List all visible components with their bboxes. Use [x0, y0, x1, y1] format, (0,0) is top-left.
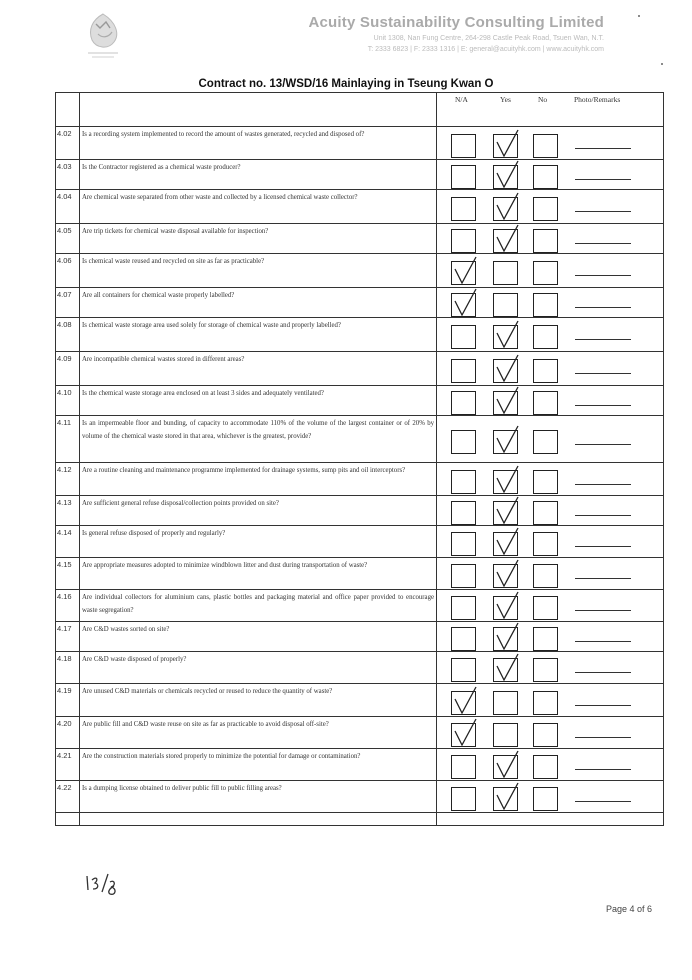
- item-number: 4.02: [57, 129, 72, 138]
- checkbox-no[interactable]: [533, 501, 558, 525]
- table-row: [56, 684, 664, 717]
- checkmark-icon: [494, 464, 522, 494]
- checkbox-no[interactable]: [533, 532, 558, 556]
- item-answer-cell: [437, 590, 664, 622]
- item-question: Is chemical waste reused and recycled on site as far as practicable?: [80, 254, 437, 288]
- item-number: 4.08: [57, 320, 72, 329]
- item-number: 4.21: [57, 751, 72, 760]
- table-row: [56, 781, 664, 813]
- checkbox-no[interactable]: [533, 691, 558, 715]
- checkmark-icon: [494, 781, 522, 811]
- checkmark-icon: [494, 191, 522, 221]
- checkbox-na[interactable]: [451, 564, 476, 588]
- scan-speck: [638, 15, 640, 17]
- item-question: Is general refuse disposed of properly and regularly?: [80, 526, 437, 558]
- table-row: [56, 558, 664, 590]
- remarks-line[interactable]: [575, 444, 631, 445]
- item-answer-cell: [437, 416, 664, 463]
- item-answer-cell: [437, 717, 664, 749]
- checkmark-icon: [494, 223, 522, 253]
- empty-cell: [56, 813, 80, 826]
- checkbox-na[interactable]: [451, 325, 476, 349]
- item-number-cell: [56, 526, 80, 558]
- remarks-line[interactable]: [575, 275, 631, 276]
- checkbox-na[interactable]: [451, 627, 476, 651]
- scan-speck: [661, 63, 663, 65]
- item-number-cell: [56, 717, 80, 749]
- item-number-cell: [56, 318, 80, 352]
- table-row-empty: [56, 813, 664, 826]
- checkbox-no[interactable]: [533, 293, 558, 317]
- item-question: Are incompatible chemical wastes stored in different areas?: [80, 352, 437, 386]
- item-question: Are chemical waste separated from other waste and collected by a licensed chemical waste collector?: [80, 190, 437, 224]
- checkbox-na[interactable]: [451, 197, 476, 221]
- item-answer-cell: [437, 160, 664, 190]
- checkbox-no[interactable]: [533, 564, 558, 588]
- checklist-table: [55, 92, 664, 826]
- table-row: [56, 590, 664, 622]
- remarks-line[interactable]: [575, 373, 631, 374]
- item-number: 4.05: [57, 226, 72, 235]
- item-answer-cell: [437, 386, 664, 416]
- company-contact: T: 2333 6823 | F: 2333 1316 | E: general@acuityhk.com | www.acuityhk.com: [367, 46, 604, 53]
- remarks-line[interactable]: [575, 641, 631, 642]
- item-number: 4.14: [57, 528, 72, 537]
- item-question: Is a dumping license obtained to deliver public fill to public filling areas?: [80, 781, 437, 813]
- checkbox-na[interactable]: [451, 229, 476, 253]
- checkbox-no[interactable]: [533, 359, 558, 383]
- table-row: [56, 288, 664, 318]
- item-answer-cell: [437, 288, 664, 318]
- item-number-cell: [56, 652, 80, 684]
- remarks-line[interactable]: [575, 705, 631, 706]
- item-number-cell: [56, 684, 80, 717]
- remarks-line[interactable]: [575, 578, 631, 579]
- checkmark-icon: [494, 749, 522, 779]
- checkbox-na[interactable]: [451, 755, 476, 779]
- item-question: Are sufficient general refuse disposal/collection points provided on site?: [80, 496, 437, 526]
- item-number-cell: [56, 590, 80, 622]
- item-answer-cell: [437, 622, 664, 652]
- item-question: Are public fill and C&D waste reuse on site as far as practicable to avoid disposal off-site?: [80, 717, 437, 749]
- item-number-cell: [56, 496, 80, 526]
- item-number: 4.03: [57, 162, 72, 171]
- table-row: [56, 254, 664, 288]
- checkmark-icon: [452, 717, 480, 747]
- table-row: [56, 127, 664, 160]
- checkbox-no[interactable]: [533, 658, 558, 682]
- table-row: [56, 749, 664, 781]
- item-number: 4.12: [57, 465, 72, 474]
- checkmark-icon: [494, 319, 522, 349]
- item-question: Is the Contractor registered as a chemical waste producer?: [80, 160, 437, 190]
- item-answer-cell: [437, 526, 664, 558]
- table-row: [56, 352, 664, 386]
- checkbox-no[interactable]: [533, 723, 558, 747]
- checkbox-no[interactable]: [533, 627, 558, 651]
- remarks-line[interactable]: [575, 672, 631, 673]
- item-number: 4.07: [57, 290, 72, 299]
- checkmark-icon: [494, 385, 522, 415]
- item-question: Is an impermeable floor and bunding, of capacity to accommodate 110% of the volume of the largest container or of 20% by volume of the chemical waste stored in that area, whichever is the greatest, provide?: [80, 416, 437, 463]
- item-question: Are all containers for chemical waste properly labelled?: [80, 288, 437, 318]
- item-question: Is chemical waste storage area used solely for storage of chemical waste and properly labelled?: [80, 318, 437, 352]
- table-row: [56, 160, 664, 190]
- remarks-line[interactable]: [575, 546, 631, 547]
- checkbox-na[interactable]: [451, 596, 476, 620]
- table-row: [56, 622, 664, 652]
- item-number-cell: [56, 749, 80, 781]
- item-answer-cell: [437, 224, 664, 254]
- checkbox-no[interactable]: [533, 391, 558, 415]
- company-logo: [78, 10, 128, 62]
- remarks-line[interactable]: [575, 515, 631, 516]
- item-number-cell: [56, 622, 80, 652]
- remarks-line[interactable]: [575, 405, 631, 406]
- checkbox-na[interactable]: [451, 359, 476, 383]
- remarks-line[interactable]: [575, 801, 631, 802]
- checkmark-icon: [494, 526, 522, 556]
- checkbox-no[interactable]: [533, 261, 558, 285]
- empty-cell: [437, 813, 664, 826]
- item-number-cell: [56, 781, 80, 813]
- checkmark-icon: [452, 287, 480, 317]
- item-number-cell: [56, 224, 80, 254]
- checkbox-na[interactable]: [451, 501, 476, 525]
- header-answer-cell: [437, 93, 664, 127]
- item-answer-cell: [437, 781, 664, 813]
- table-row: [56, 190, 664, 224]
- document-title: Contract no. 13/WSD/16 Mainlaying in Tseung Kwan O: [198, 78, 494, 90]
- checkbox-no[interactable]: [533, 596, 558, 620]
- checkmark-icon: [494, 353, 522, 383]
- item-question: Are appropriate measures adopted to minimize windblown litter and dust during transportation of waste?: [80, 558, 437, 590]
- table-row: [56, 463, 664, 496]
- checkmark-icon: [494, 558, 522, 588]
- item-question: Is the chemical waste storage area enclosed on at least 3 sides and adequately ventilated?: [80, 386, 437, 416]
- checkbox-yes[interactable]: [493, 261, 518, 285]
- checkbox-yes[interactable]: [493, 691, 518, 715]
- empty-cell: [80, 813, 437, 826]
- header-question-cell: [80, 93, 437, 127]
- table-row: [56, 496, 664, 526]
- checkbox-no[interactable]: [533, 430, 558, 454]
- item-question: Are individual collectors for aluminium cans, plastic bottles and packaging material and office paper provided to encourage waste segregation?: [80, 590, 437, 622]
- checkbox-no[interactable]: [533, 229, 558, 253]
- checkbox-yes[interactable]: [493, 723, 518, 747]
- company-address: Unit 1308, Nan Fung Centre, 264-298 Castle Peak Road, Tsuen Wan, N.T.: [373, 35, 604, 42]
- item-number: 4.09: [57, 354, 72, 363]
- item-answer-cell: [437, 558, 664, 590]
- checkbox-na[interactable]: [451, 787, 476, 811]
- item-number-cell: [56, 288, 80, 318]
- company-header: [224, 14, 604, 53]
- item-number-cell: [56, 463, 80, 496]
- item-answer-cell: [437, 318, 664, 352]
- checkbox-na[interactable]: [451, 165, 476, 189]
- item-question: Are trip tickets for chemical waste disposal available for inspection?: [80, 224, 437, 254]
- table-row: [56, 526, 664, 558]
- item-answer-cell: [437, 496, 664, 526]
- checkbox-no[interactable]: [533, 325, 558, 349]
- remarks-line[interactable]: [575, 769, 631, 770]
- checkmark-icon: [494, 495, 522, 525]
- item-answer-cell: [437, 254, 664, 288]
- item-answer-cell: [437, 749, 664, 781]
- checkbox-na[interactable]: [451, 658, 476, 682]
- item-number: 4.04: [57, 192, 72, 201]
- col-remarks: Photo/Remarks: [574, 95, 621, 104]
- item-answer-cell: [437, 652, 664, 684]
- table-row: [56, 318, 664, 352]
- item-answer-cell: [437, 352, 664, 386]
- item-number-cell: [56, 386, 80, 416]
- item-question: Are C&D waste disposed of properly?: [80, 652, 437, 684]
- item-number: 4.15: [57, 560, 72, 569]
- checkmark-icon: [494, 652, 522, 682]
- header-num-cell: [56, 93, 80, 127]
- item-question: Are a routine cleaning and maintenance programme implemented for drainage systems, sump pits and oil interceptors?: [80, 463, 437, 496]
- checkmark-icon: [494, 128, 522, 158]
- item-number-cell: [56, 127, 80, 160]
- item-number-cell: [56, 190, 80, 224]
- col-na: N/A: [455, 95, 468, 104]
- header-row: [56, 93, 664, 127]
- checkmark-icon: [494, 621, 522, 651]
- checkbox-no[interactable]: [533, 787, 558, 811]
- item-number-cell: [56, 558, 80, 590]
- col-yes: Yes: [500, 95, 511, 104]
- remarks-line[interactable]: [575, 243, 631, 244]
- checkbox-no[interactable]: [533, 470, 558, 494]
- item-answer-cell: [437, 684, 664, 717]
- item-number-cell: [56, 254, 80, 288]
- item-number-cell: [56, 416, 80, 463]
- item-number: 4.22: [57, 783, 72, 792]
- item-question: Are the construction materials stored properly to minimize the potential for damage or contamination?: [80, 749, 437, 781]
- checkbox-no[interactable]: [533, 134, 558, 158]
- item-number: 4.10: [57, 388, 72, 397]
- page-number: Page 4 of 6: [606, 904, 653, 914]
- checkbox-yes[interactable]: [493, 293, 518, 317]
- remarks-line[interactable]: [575, 339, 631, 340]
- checkbox-no[interactable]: [533, 197, 558, 221]
- remarks-line[interactable]: [575, 484, 631, 485]
- checkbox-na[interactable]: [451, 134, 476, 158]
- item-number: 4.17: [57, 624, 72, 633]
- item-question: Are C&D wastes sorted on site?: [80, 622, 437, 652]
- remarks-line[interactable]: [575, 211, 631, 212]
- remarks-line[interactable]: [575, 737, 631, 738]
- checkbox-na[interactable]: [451, 470, 476, 494]
- table-row: [56, 416, 664, 463]
- remarks-line[interactable]: [575, 307, 631, 308]
- item-answer-cell: [437, 190, 664, 224]
- item-answer-cell: [437, 463, 664, 496]
- table-row: [56, 224, 664, 254]
- item-number-cell: [56, 160, 80, 190]
- checkbox-na[interactable]: [451, 430, 476, 454]
- remarks-line[interactable]: [575, 610, 631, 611]
- item-number: 4.16: [57, 592, 72, 601]
- item-number-cell: [56, 352, 80, 386]
- item-number: 4.18: [57, 654, 72, 663]
- table-row: [56, 386, 664, 416]
- item-number: 4.20: [57, 719, 72, 728]
- item-number: 4.19: [57, 686, 72, 695]
- item-question: Is a recording system implemented to record the amount of wastes generated, recycled and disposed of?: [80, 127, 437, 160]
- company-name: Acuity Sustainability Consulting Limited: [308, 14, 604, 31]
- remarks-line[interactable]: [575, 148, 631, 149]
- checkmark-icon: [494, 590, 522, 620]
- checkbox-na[interactable]: [451, 391, 476, 415]
- checkmark-icon: [452, 255, 480, 285]
- remarks-line[interactable]: [575, 179, 631, 180]
- handwritten-initials: [82, 870, 122, 902]
- item-number: 4.06: [57, 256, 72, 265]
- table-row: [56, 717, 664, 749]
- checkmark-icon: [452, 685, 480, 715]
- table-row: [56, 652, 664, 684]
- checkmark-icon: [494, 159, 522, 189]
- item-question: Are unused C&D materials or chemicals recycled or reused to reduce the quantity of waste?: [80, 684, 437, 717]
- checkbox-no[interactable]: [533, 165, 558, 189]
- item-number: 4.13: [57, 498, 72, 507]
- col-no: No: [538, 95, 548, 104]
- item-number: 4.11: [57, 418, 72, 427]
- checkbox-no[interactable]: [533, 755, 558, 779]
- item-answer-cell: [437, 127, 664, 160]
- checkbox-na[interactable]: [451, 532, 476, 556]
- checkmark-icon: [494, 424, 522, 454]
